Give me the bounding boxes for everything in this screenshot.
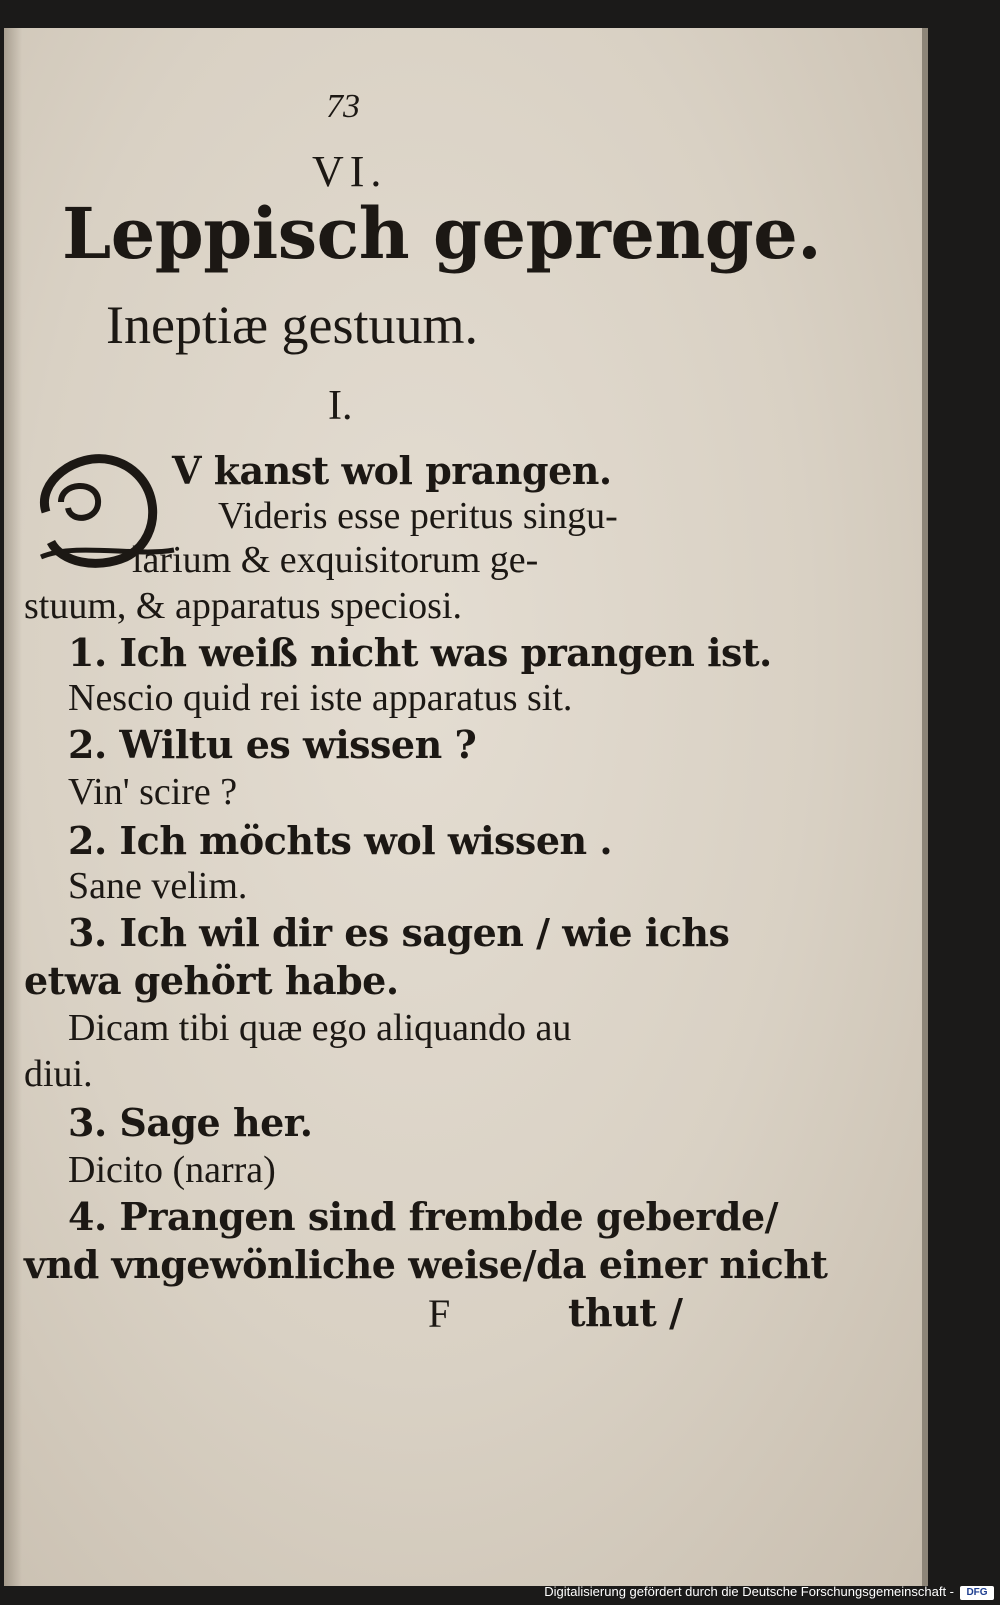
title-german: Leppisch geprenge. (62, 192, 822, 275)
text-line: Dicito (narra) (68, 1149, 276, 1191)
text-line: Sane velim. (68, 865, 248, 907)
section-number: I. (328, 383, 353, 429)
catchword: thut / (568, 1290, 683, 1335)
digitization-credit: Digitalisierung gefördert durch die Deutsche Forschungsgemeinschaft - (544, 1584, 954, 1599)
title-latin: Ineptiæ gestuum. (106, 295, 478, 355)
spine-shadow (4, 28, 22, 1586)
text-line: etwa gehört habe. (24, 958, 399, 1003)
text-line: Dicam tibi quæ ego aliquando au (68, 1007, 572, 1049)
text-line: 1. Ich weiß nicht was prangen ist. (68, 630, 772, 675)
text-line: 3. Ich wil dir es sagen / wie ichs (68, 910, 730, 955)
text-line: stuum, & apparatus speciosi. (24, 585, 462, 627)
text-line: diui. (24, 1053, 93, 1095)
text-line: 4. Prangen sind frembde geberde/ (68, 1194, 779, 1239)
text-line: V kanst wol prangen. (172, 448, 612, 493)
chapter-number: VI. (312, 147, 388, 196)
text-line: larium & exquisitorum ge- (132, 539, 539, 581)
text-line: 2. Wiltu es wissen ? (68, 722, 477, 767)
signature-mark: F (428, 1291, 451, 1336)
text-line: vnd vngewönliche weise/da einer nicht (24, 1242, 828, 1287)
dfg-logo-icon: DFG (960, 1586, 994, 1600)
text-line: Vin' scire ? (68, 771, 238, 813)
text-line: 2. Ich möchts wol wissen . (68, 818, 613, 863)
text-line: Nescio quid rei iste apparatus sit. (68, 677, 573, 719)
text-line: Videris esse peritus singu- (218, 495, 618, 537)
page-number: 73 (326, 88, 360, 125)
text-line: 3. Sage her. (68, 1100, 313, 1145)
